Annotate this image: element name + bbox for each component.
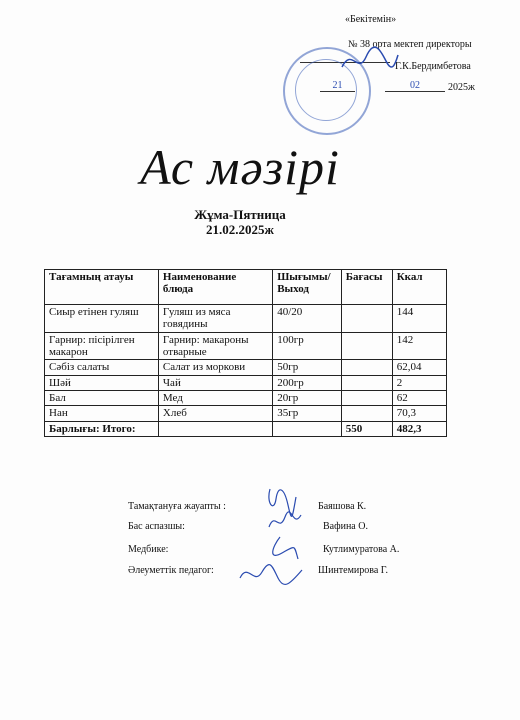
cell-dish-kz: Бал: [45, 390, 159, 405]
total-empty: [158, 421, 272, 436]
approval-date-month: 02: [385, 81, 445, 92]
menu-table: [44, 269, 447, 437]
staff-name: Кутлимуратова А.: [323, 544, 400, 555]
cell-dish-kz: Сиыр етінен гуляш: [45, 305, 159, 333]
cell-kcal: 62: [392, 390, 446, 405]
cell-price: [341, 305, 392, 333]
cell-kcal: 70,3: [392, 406, 446, 421]
staff-name: Вафина О.: [323, 521, 368, 532]
cell-price: [341, 406, 392, 421]
menu-day-date: [0, 208, 480, 238]
cell-kcal: 144: [392, 305, 446, 333]
header-price: Бағасы: [341, 270, 392, 305]
cell-portion: 40/20: [273, 305, 342, 333]
cell-portion: 200гр: [273, 375, 342, 390]
menu-date: 21.02.2025ж: [206, 221, 274, 237]
cell-dish-ru: Мед: [158, 390, 272, 405]
page-title: Ас мәзірі: [140, 139, 340, 195]
menu-day: Жұма-Пятница: [194, 207, 286, 222]
total-kcal: 482,3: [392, 421, 446, 436]
table-total-row: [45, 421, 447, 436]
cell-dish-ru: Салат из моркови: [158, 360, 272, 375]
cell-portion: 50гр: [273, 360, 342, 375]
cell-dish-ru: Хлеб: [158, 406, 272, 421]
table-row: [45, 360, 447, 375]
cell-price: [341, 332, 392, 360]
approval-director-name: Г.К.Бердимбетова: [395, 61, 471, 72]
staff-role: Бас аспазшы:: [128, 521, 185, 532]
cell-price: [341, 375, 392, 390]
table-row: [45, 375, 447, 390]
approval-heading: «Бекітемін»: [345, 14, 397, 25]
approval-date-day: 21: [320, 81, 355, 92]
cell-price: [341, 360, 392, 375]
total-label: Барлығы: Итого:: [45, 421, 159, 436]
cell-kcal: 142: [392, 332, 446, 360]
staff-name: Шинтемирова Г.: [318, 565, 388, 576]
cell-portion: 35гр: [273, 406, 342, 421]
signature-chef: [265, 507, 305, 537]
header-portion: Шығымы/ Выход: [273, 270, 342, 305]
cell-kcal: 2: [392, 375, 446, 390]
cell-dish-ru: Гуляш из мяса говядины: [158, 305, 272, 333]
cell-dish-ru: Чай: [158, 375, 272, 390]
header-dish-ru: Наименование блюда: [158, 270, 272, 305]
approval-director-title: № 38 орта мектеп директоры: [348, 39, 472, 50]
staff-role: Медбике:: [128, 544, 169, 555]
staff-role: Тамақтануға жауапты :: [128, 501, 226, 512]
approval-date-year: 2025ж: [448, 82, 475, 93]
header-kcal: Ккал: [392, 270, 446, 305]
header-dish-kz: Тағамның атауы: [45, 270, 159, 305]
cell-portion: 100гр: [273, 332, 342, 360]
table-row: [45, 305, 447, 333]
director-signature: [340, 45, 400, 75]
staff-name: Баяшова К.: [318, 501, 367, 512]
cell-dish-kz: Гарнир: пісірілген макарон: [45, 332, 159, 360]
table-row: [45, 406, 447, 421]
cell-dish-ru: Гарнир: макароны отварные: [158, 332, 272, 360]
cell-dish-kz: Нан: [45, 406, 159, 421]
cell-kcal: 62,04: [392, 360, 446, 375]
total-price: 550: [341, 421, 392, 436]
total-empty: [273, 421, 342, 436]
signature-social-pedagogue: [236, 560, 306, 590]
staff-role: Әлеуметтік педагог:: [128, 565, 214, 576]
table-header-row: [45, 270, 447, 305]
table-row: [45, 332, 447, 360]
cell-portion: 20гр: [273, 390, 342, 405]
cell-dish-kz: Сәбіз салаты: [45, 360, 159, 375]
cell-dish-kz: Шәй: [45, 375, 159, 390]
cell-price: [341, 390, 392, 405]
table-row: [45, 390, 447, 405]
